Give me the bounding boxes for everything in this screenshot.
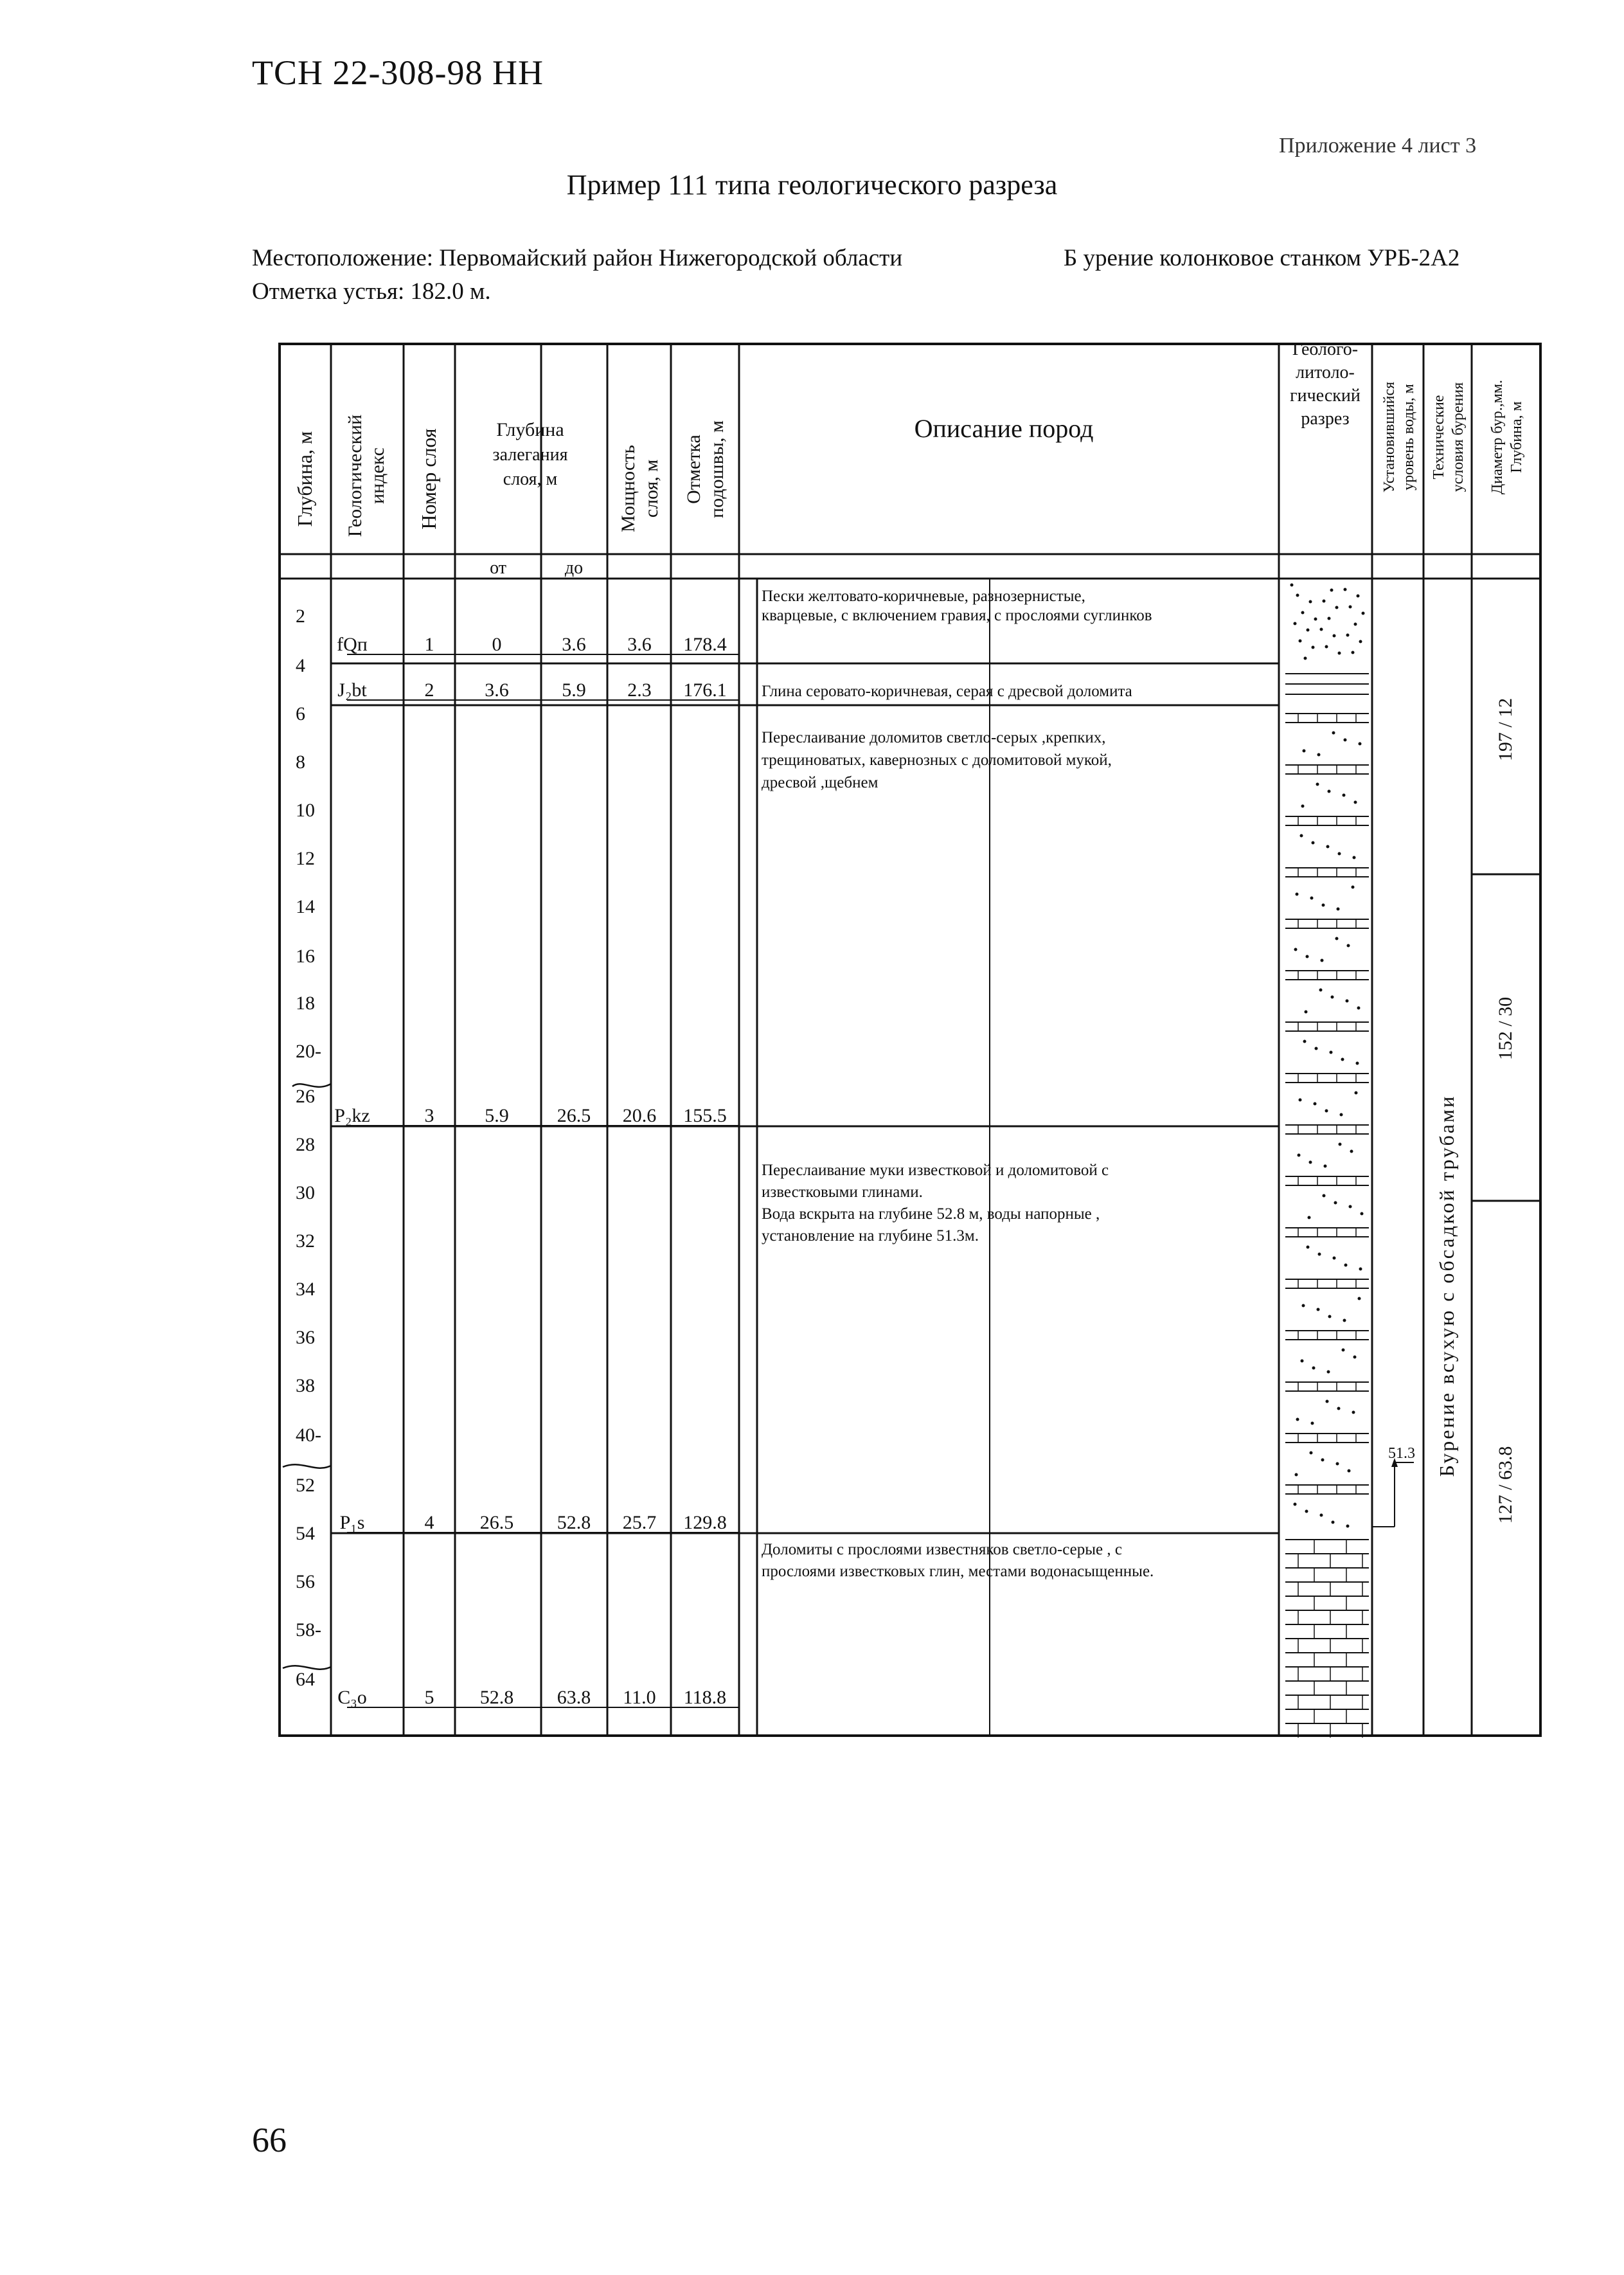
header-bottom-line1: Отметка xyxy=(683,435,704,504)
dolomite-dot xyxy=(1299,1099,1302,1102)
dolomite-dot xyxy=(1335,937,1339,940)
sand-dot xyxy=(1312,646,1315,649)
dolomite-dot xyxy=(1337,1407,1341,1410)
water-level-value: 51.3 xyxy=(1388,1445,1415,1462)
header-layer-no: Номер слоя xyxy=(417,428,440,530)
sand-dot xyxy=(1309,600,1312,604)
dolomite-dot xyxy=(1322,904,1325,907)
dolomite-dot xyxy=(1317,1308,1320,1311)
layer-depth-to: 3.6 xyxy=(562,634,586,655)
header-tech-line1: Технические xyxy=(1431,395,1447,480)
wellhead-elevation-text: Отметка устья: 182.0 м. xyxy=(252,278,491,305)
header-thickness xyxy=(618,445,662,532)
header-bottom-mark xyxy=(683,420,727,518)
dolomite-dot xyxy=(1350,1150,1353,1153)
layer-number: 4 xyxy=(424,1512,434,1533)
layer-depth-to: 5.9 xyxy=(562,679,586,701)
layer-geo-index: P₂kz xyxy=(334,1105,370,1126)
header-geo-index-line2: индекс xyxy=(367,447,388,504)
depth-tick: 38 xyxy=(296,1375,315,1396)
layer-bottom-mark: 178.4 xyxy=(683,634,727,655)
header-diameter-line1: Диаметр бур.,мм. xyxy=(1489,379,1506,495)
dolomite-dot xyxy=(1353,1356,1357,1359)
dolomite-dot xyxy=(1344,1264,1348,1267)
layer-depth-from: 52.8 xyxy=(479,1687,514,1708)
header-section-line4: разрез xyxy=(1301,409,1350,429)
header-geo-index xyxy=(344,415,388,537)
dolomite-dot xyxy=(1352,886,1355,889)
header-bottom-line2: подошвы, м xyxy=(706,420,727,518)
depth-tick: 14 xyxy=(296,896,315,917)
sand-dot xyxy=(1362,612,1365,615)
header-bedding-line3: слоя, м xyxy=(503,469,558,489)
dolomite-dot xyxy=(1296,893,1299,896)
dolomite-dot xyxy=(1294,1503,1297,1506)
header-bedding-line2: залегания xyxy=(492,445,568,465)
sand-dot xyxy=(1290,584,1294,587)
layer-thickness: 2.3 xyxy=(627,679,652,701)
page-number: 66 xyxy=(252,2121,287,2159)
dolomite-dot xyxy=(1336,1462,1339,1466)
depth-tick: 32 xyxy=(296,1230,315,1252)
dolomite-dot xyxy=(1316,783,1319,786)
dolomite-dot xyxy=(1321,959,1324,962)
page-title: Пример 111 типа геологического разреза xyxy=(566,169,1058,201)
dolomite-dot xyxy=(1309,1161,1312,1164)
sand-dot xyxy=(1294,622,1297,625)
dolomite-dot xyxy=(1332,732,1335,735)
dolomite-dot xyxy=(1361,1212,1364,1216)
layer-number: 2 xyxy=(424,679,434,701)
depth-tick: 52 xyxy=(296,1475,315,1496)
sand-dot xyxy=(1352,651,1355,654)
dolomite-dot xyxy=(1352,1411,1355,1414)
dolomite-dot xyxy=(1339,1143,1342,1146)
dolomite-dot xyxy=(1334,1201,1337,1205)
header-water-line2: уровень воды, м xyxy=(1400,384,1417,490)
document-code: ТСН 22-308-98 НН xyxy=(252,53,544,92)
layer-description-line: Вода вскрыта на глубине 52.8 м, воды напорные , xyxy=(762,1205,1100,1223)
depth-tick: 12 xyxy=(296,848,315,869)
dolomite-dot xyxy=(1320,1514,1323,1517)
dolomite-dot xyxy=(1325,1110,1328,1113)
dolomite-dot xyxy=(1356,1062,1359,1065)
sand-dot xyxy=(1330,589,1334,592)
dolomite-dot xyxy=(1341,1058,1344,1061)
depth-tick: 20- xyxy=(296,1041,321,1062)
dolomite-dot xyxy=(1315,1047,1318,1050)
dolomite-dot xyxy=(1355,1092,1358,1095)
layer-description-line: Доломиты с прослоями известняков светло-серые , с xyxy=(762,1541,1122,1558)
header-section-line3: гический xyxy=(1290,386,1361,406)
layer-description-line: Переслаивание муки известковой и доломитовой с xyxy=(762,1162,1109,1179)
sand-dot xyxy=(1349,606,1352,609)
dolomite-dot xyxy=(1328,1315,1332,1318)
layer-geo-index: fQп xyxy=(337,634,368,655)
dolomite-dot xyxy=(1312,1367,1316,1370)
depth-tick: 4 xyxy=(296,655,305,676)
header-section-line2: литоло- xyxy=(1296,363,1355,382)
depth-tick: 54 xyxy=(296,1523,315,1544)
depth-tick: 26 xyxy=(296,1086,315,1107)
dolomite-dot xyxy=(1347,944,1350,948)
header-thickness-line2: слоя, м xyxy=(641,459,662,518)
dolomite-dot xyxy=(1324,1165,1327,1168)
dolomite-dot xyxy=(1346,1000,1349,1003)
dolomite-dot xyxy=(1301,805,1305,808)
layer-description-line: известковыми глинами. xyxy=(762,1183,923,1201)
layer-bottom-mark: 176.1 xyxy=(683,679,727,701)
sand-dot xyxy=(1333,634,1336,638)
dolomite-dot xyxy=(1331,996,1334,999)
layer-depth-from: 26.5 xyxy=(479,1512,514,1533)
header-description: Описание пород xyxy=(914,414,1094,443)
sand-dot xyxy=(1359,640,1362,643)
dolomite-dot xyxy=(1349,1205,1352,1209)
layer-depth-from: 0 xyxy=(492,634,502,655)
dolomite-dot xyxy=(1318,1253,1321,1256)
dolomite-dot xyxy=(1310,897,1314,900)
depth-tick: 18 xyxy=(296,993,315,1014)
dolomite-dot xyxy=(1311,1422,1314,1425)
depth-tick: 34 xyxy=(296,1279,315,1300)
dolomite-dot xyxy=(1330,1051,1333,1054)
header-diameter-line2: Глубина, м xyxy=(1508,401,1525,473)
dolomite-dot xyxy=(1319,989,1323,992)
sand-dot xyxy=(1335,606,1339,609)
sand-dot xyxy=(1354,623,1357,626)
diameter-1: 197 / 12 xyxy=(1495,697,1516,762)
sand-dot xyxy=(1346,634,1350,637)
drilling-method-text: Б урение колонковое станком УРБ-2А2 xyxy=(1064,245,1460,271)
depth-tick: 36 xyxy=(296,1327,315,1348)
dolomite-dot xyxy=(1294,948,1298,951)
header-water-level xyxy=(1381,382,1417,492)
dolomite-dot xyxy=(1308,1216,1311,1219)
appendix-label: Приложение 4 лист 3 xyxy=(1279,134,1477,157)
sand-dot xyxy=(1301,611,1305,615)
header-diameter xyxy=(1489,380,1525,494)
water-level-marker xyxy=(1372,1445,1415,1527)
layer-description-line: прослоями известковых глин, местами водонасыщенные. xyxy=(762,1563,1154,1580)
header-bedding-line1: Глубина xyxy=(496,419,564,440)
header-water-line1: Установившийся xyxy=(1381,381,1398,493)
dolomite-dot xyxy=(1328,790,1331,793)
header-thickness-line1: Мощность xyxy=(618,445,639,532)
diameter-3: 127 / 63.8 xyxy=(1495,1446,1516,1524)
depth-tick: 56 xyxy=(296,1571,315,1592)
layer-description-line: Глина серовато-коричневая, серая с дресвой доломита xyxy=(762,683,1132,700)
dolomite-dot xyxy=(1303,1040,1307,1043)
lithology-column xyxy=(1285,584,1369,1738)
dolomite-dot xyxy=(1344,739,1347,742)
sand-dot xyxy=(1314,618,1317,621)
layer-thickness: 3.6 xyxy=(627,634,652,655)
dolomite-dot xyxy=(1310,1452,1313,1455)
dolomite-dot xyxy=(1305,1011,1308,1014)
layer-geo-index: C₃o xyxy=(337,1687,367,1708)
layer-description-line: Пески желтовато-коричневые, разнозернистые, xyxy=(762,588,1085,605)
sand-dot xyxy=(1338,652,1341,655)
header-depth: Глубина, м xyxy=(293,431,316,527)
layer-description-line: кварцевые, с включением гравия, с прослоями суглинков xyxy=(762,607,1152,624)
diameter-2: 152 / 30 xyxy=(1495,996,1516,1061)
layer-depth-from: 3.6 xyxy=(485,679,509,701)
header-section xyxy=(1290,339,1361,429)
layer-thickness: 11.0 xyxy=(623,1687,656,1708)
header-tech-conditions xyxy=(1431,382,1467,492)
dolomite-dot xyxy=(1342,1349,1345,1352)
depth-tick: 8 xyxy=(296,751,305,773)
sand-dot xyxy=(1307,629,1310,632)
depth-tick: 64 xyxy=(296,1669,315,1690)
layer-geo-index: P₁s xyxy=(339,1512,365,1533)
dolomite-dot xyxy=(1354,801,1357,804)
sand-dot xyxy=(1344,588,1347,591)
sand-dot xyxy=(1299,640,1302,643)
dolomite-dot xyxy=(1333,1257,1336,1260)
tech-conditions-text: Бурение всухую с обсадкой трубами xyxy=(1435,1094,1458,1477)
dolomite-dot xyxy=(1357,1007,1361,1010)
dolomite-dot xyxy=(1300,834,1303,838)
header-to: до xyxy=(564,558,584,578)
layer-bottom-mark: 118.8 xyxy=(683,1687,727,1708)
layer-thickness: 25.7 xyxy=(622,1512,657,1533)
sand-dot xyxy=(1325,645,1328,649)
dolomite-dot xyxy=(1303,750,1306,753)
layer-number: 1 xyxy=(424,634,434,655)
header-section-line1: Геолого- xyxy=(1292,339,1359,359)
dolomite-dot xyxy=(1298,1154,1301,1157)
depth-tick: 40- xyxy=(296,1425,321,1446)
dolomite-dot xyxy=(1295,1473,1298,1477)
sand-dot xyxy=(1296,594,1299,597)
depth-tick: 16 xyxy=(296,946,315,967)
layer-bottom-mark: 129.8 xyxy=(683,1512,727,1533)
dolomite-dot xyxy=(1358,1297,1361,1300)
dolomite-dot xyxy=(1306,955,1309,958)
layer-rows xyxy=(334,588,1154,1708)
dolomite-dot xyxy=(1307,1246,1310,1249)
header-tech-line2: условия бурения xyxy=(1450,382,1467,492)
depth-scale xyxy=(296,606,321,1690)
dolomite-dot xyxy=(1301,1360,1304,1363)
layer-depth-to: 63.8 xyxy=(557,1687,591,1708)
dolomite-dot xyxy=(1327,1371,1330,1374)
table-frame xyxy=(280,344,1540,1736)
layer-boundaries xyxy=(331,663,1540,1533)
dolomite-dot xyxy=(1312,841,1315,845)
dolomite-dot xyxy=(1353,856,1356,859)
dolomite-dot xyxy=(1348,1470,1351,1473)
dolomite-dot xyxy=(1359,1268,1362,1271)
layer-description-line: установление на глубине 51.3м. xyxy=(762,1227,979,1245)
depth-tick: 30 xyxy=(296,1182,315,1203)
dolomite-dot xyxy=(1346,1525,1350,1528)
dolomite-dot xyxy=(1326,845,1330,849)
sand-dot xyxy=(1304,657,1307,660)
dolomite-dot xyxy=(1332,1521,1335,1524)
layer-description-line: дресвой ,щебнем xyxy=(762,774,879,791)
sand-dot xyxy=(1320,628,1323,631)
dolomite-dot xyxy=(1317,753,1321,757)
dolomite-dot xyxy=(1337,908,1340,911)
depth-tick: 28 xyxy=(296,1134,315,1155)
dolomite-dot xyxy=(1359,742,1362,746)
dolomite-dot xyxy=(1323,1194,1326,1198)
dolomite-dot xyxy=(1296,1418,1299,1421)
layer-number: 3 xyxy=(424,1105,434,1126)
dolomite-dot xyxy=(1321,1459,1325,1462)
depth-tick: 2 xyxy=(296,606,305,627)
layer-bottom-mark: 155.5 xyxy=(683,1105,727,1126)
layer-geo-index: J₂bt xyxy=(337,679,367,701)
layer-description-line: Переслаивание доломитов светло-серых ,крепких, xyxy=(762,729,1106,746)
layer-description-line: трещиноватых, кавернозных с доломитовой мукой, xyxy=(762,751,1112,769)
sand-dot xyxy=(1357,595,1360,598)
layer-depth-to: 52.8 xyxy=(557,1512,591,1533)
depth-tick: 10 xyxy=(296,800,315,821)
dolomite-dot xyxy=(1326,1400,1329,1403)
depth-tick: 58- xyxy=(296,1619,321,1641)
depth-tick: 6 xyxy=(296,703,305,724)
header-geo-index-line1: Геологический xyxy=(344,414,366,537)
layer-number: 5 xyxy=(424,1687,434,1708)
layer-depth-from: 5.9 xyxy=(485,1105,509,1126)
dolomite-dot xyxy=(1343,794,1346,797)
location-text: Местоположение: Первомайский район Нижегородской области xyxy=(252,245,903,271)
layer-thickness: 20.6 xyxy=(622,1105,657,1126)
dolomite-dot xyxy=(1340,1113,1343,1117)
dolomite-dot xyxy=(1343,1319,1346,1322)
dolomite-dot xyxy=(1338,852,1341,856)
dolomite-dot xyxy=(1314,1102,1317,1106)
header-from: от xyxy=(490,558,506,578)
dolomite-dot xyxy=(1302,1304,1305,1308)
layer-depth-to: 26.5 xyxy=(557,1105,591,1126)
sand-dot xyxy=(1323,600,1326,603)
dolomite-dot xyxy=(1305,1510,1308,1513)
sand-dot xyxy=(1328,617,1331,620)
